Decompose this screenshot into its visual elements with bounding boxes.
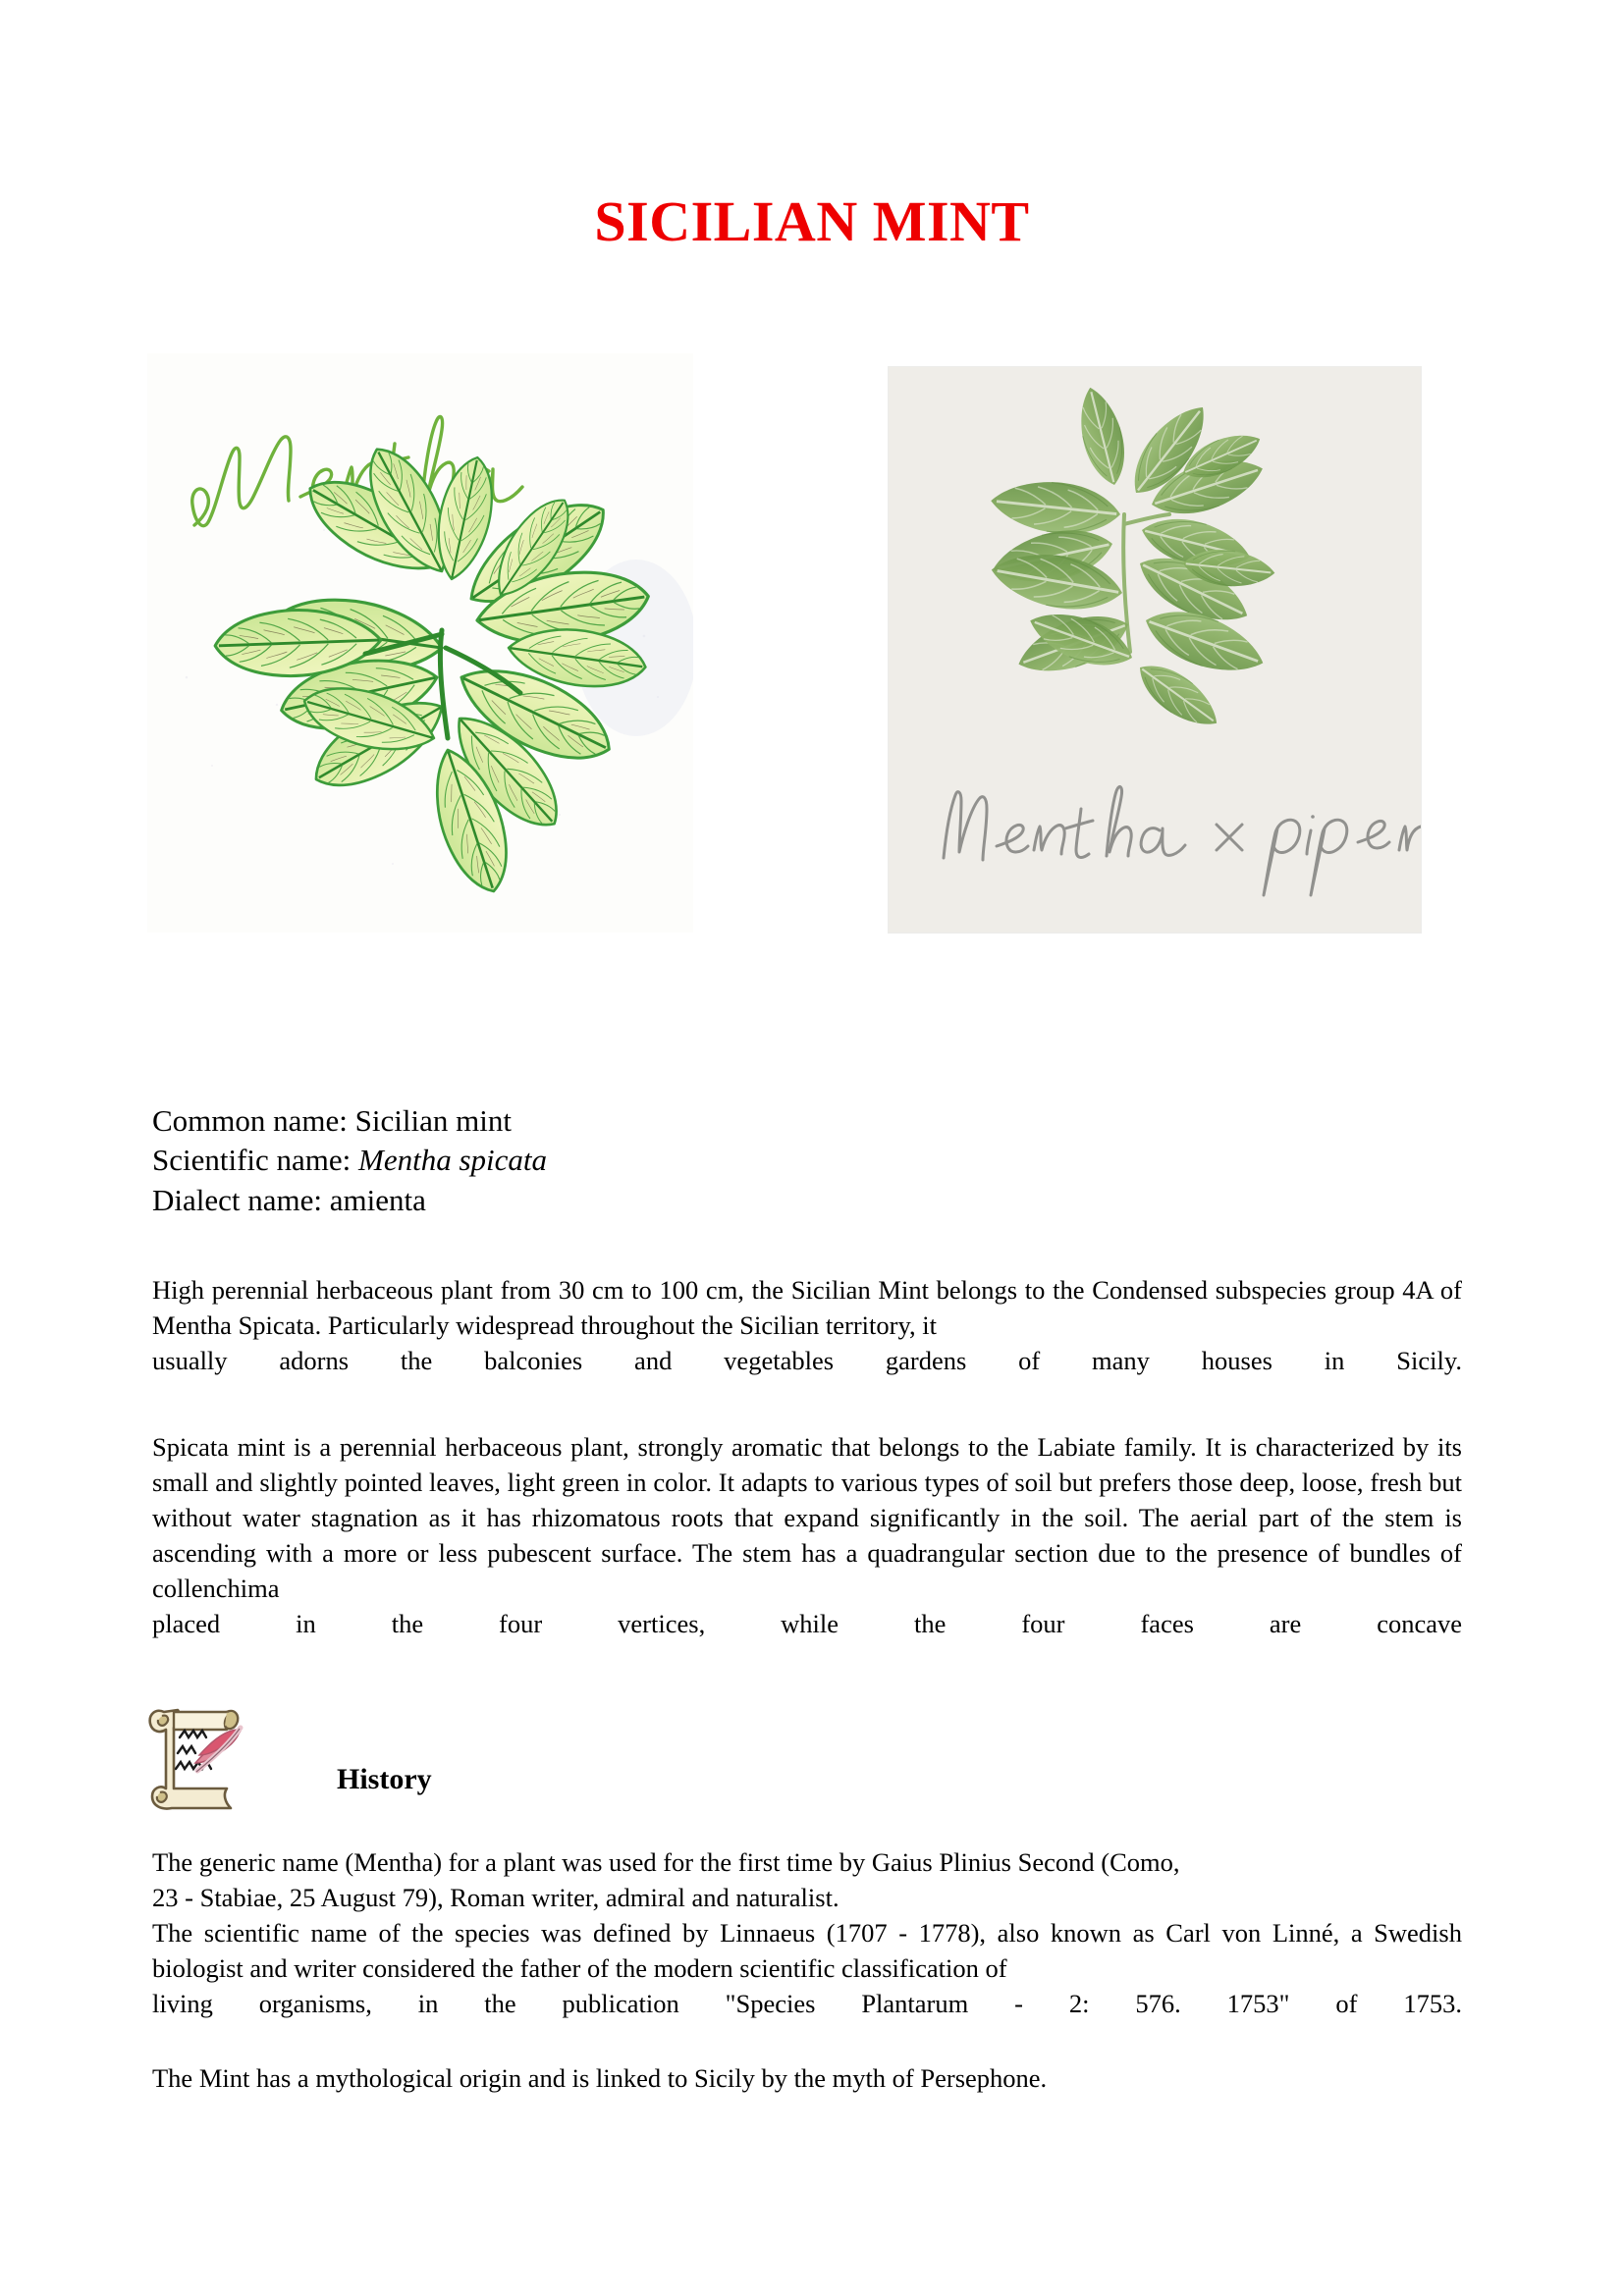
history-line-1: The generic name (Mentha) for a plant was used for the first time by Gaius Plinius Second (Como, [152,1847,1180,1877]
mentha-piperita-svg [889,367,1421,933]
dialect-name-label: Dialect name: [152,1182,322,1217]
scientific-name-label: Scientific name: [152,1143,352,1178]
scroll-quill-icon [140,1698,244,1818]
history-section-heading [140,1698,828,1826]
scientific-name-value: Mentha spicata [358,1143,548,1178]
figure-mentha-piperita-drawing [889,367,1421,933]
paragraph-description-main: Spicata mint is a perennial herbaceous plant, strongly aromatic that belongs to the Labiate family. It is characterized by its small and slightly pointed leaves, light green in color. It adapts to various types of soil but prefers those deep, loose, fresh but without water stagnation as it has rhizomatous roots that expand significantly in the soil. The aerial part of the stem is ascending with a more or less pubescent surface. The stem has a quadrangular section due to the presence of bundles of collenchima [152,1432,1462,1603]
figure-row [0,353,1624,942]
common-name-value: Sicilian mint [354,1103,512,1138]
paragraph-description [152,1430,1462,1677]
paragraph-description-lastline: placed in the four vertices, while the four faces are concave [152,1608,1462,1638]
dialect-name-line [152,1181,1463,1220]
dialect-name-value: amienta [329,1182,426,1217]
paragraph-intro-lastline: usually adorns the balconies and vegetables gardens of many houses in Sicily. [152,1345,1462,1375]
mentha-line-drawing-svg [147,353,693,933]
common-name-label: Common name: [152,1103,348,1138]
history-myth-text: The Mint has a mythological origin and is linked to Sicily by the myth of Persephone. [152,2063,1048,2093]
history-linnaeus-block [152,1916,1462,2057]
scientific-name-line [152,1141,1463,1180]
paragraph-intro [152,1273,1462,1415]
history-linnaeus-lastline: living organisms, in the publication "Species Plantarum - 2: 576. 1753" of 1753. [152,1988,1462,2018]
paragraph-intro-main: High perennial herbaceous plant from 30 cm to 100 cm, the Sicilian Mint belongs to the Condensed subspecies group 4A of Mentha Spicata. Particularly widespread throughout the Sicilian territory, it [152,1275,1462,1340]
history-linnaeus-main: The scientific name of the species was defined by Linnaeus (1707 - 1778), also known as Carl von Linné, a Swedish biologist and writer considered the father of the modern scientific classification of [152,1917,1462,1983]
paragraph-history-myth [152,2061,1462,2097]
species-name-block [152,1101,1463,1220]
figure-mentha-line-drawing [147,353,693,933]
history-line-2: 23 - Stabiae, 25 August 79), Roman writer, admiral and naturalist. [152,1882,839,1912]
paragraph-history-origin [152,1845,1462,2056]
history-heading-label: History [337,1763,432,1795]
page-title: SICILIAN MINT [594,189,1030,253]
common-name-line [152,1101,1463,1141]
